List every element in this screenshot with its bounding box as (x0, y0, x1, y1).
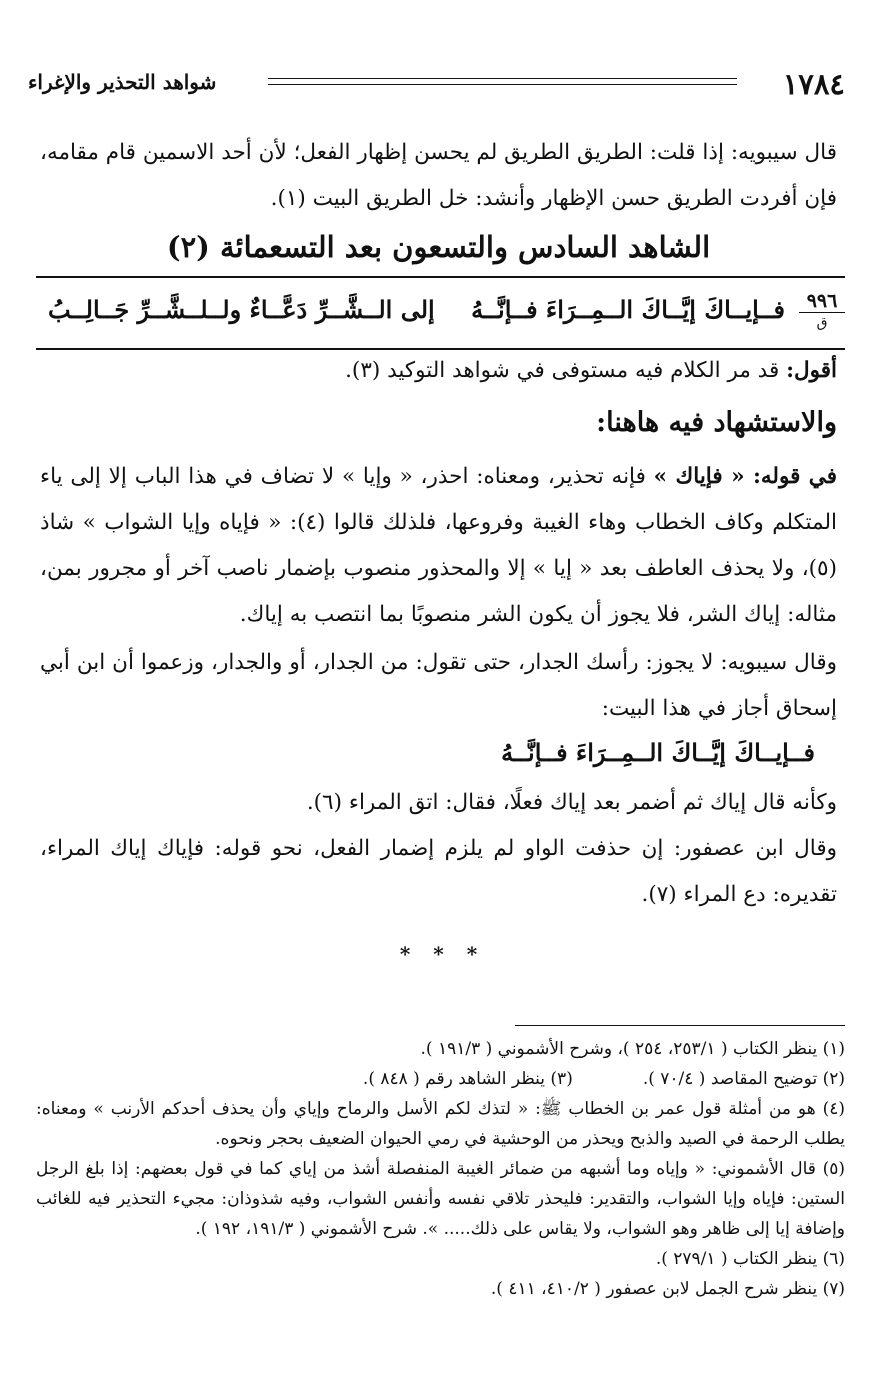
subheading-istishhad: والاستشهاد فيه هاهنا: (596, 407, 837, 438)
footnotes (36, 1034, 845, 1304)
quoted-hemistich: فــإيــاكَ إيَّــاكَ الــمِــرَاءَ فــإنَّــهُ (501, 738, 815, 767)
paragraph-aqulu (40, 348, 837, 394)
paragraph-ibn-usfur: وقال ابن عصفور: إن حذفت الواو لم يلزم إضمار الفعل، نحو قوله: فإياك إياك المراء، تقديره: دع المراء (٧). (40, 836, 837, 907)
footnote-1: (١) ينظر الكتاب ( ٢٥٣/١، ٢٥٤ )، وشرح الأشموني ( ١٩١/٣ ). (420, 1039, 845, 1059)
paragraph-sibawayh-road: قال سيبويه: إذا قلت: الطريق الطريق لم يحسن إظهار الفعل؛ لأن أحد الاسمين قام مقامه، فإن أفردت الطريق حسن الإظهار وأنشد: خل الطريق البيت (١). (40, 140, 837, 211)
footnote-pair (36, 1064, 845, 1094)
footnote-2: (٢) توضيح المقاصد ( ٧٠/٤ ). (642, 1069, 845, 1089)
footnote-7: (٧) ينظر شرح الجمل لابن عصفور ( ٤١٠/٢، ٤١١ ). (490, 1279, 845, 1299)
verse-box (36, 276, 845, 350)
paragraph-text: فإنه تحذير، ومعناه: احذر، « وإيا » لا تضاف في هذا الباب إلا إلى ياء المتكلم وكاف الخطاب وهاء الغيبة وفروعها، فلذلك قالوا (٤): « فإياه وإيا الشواب » شاذ (٥)، ولا يحذف العاطف بعد « إيا » إلا والمحذور منصوب بإضمار ناصب آخر أو مجرور بمن، مثاله: إياك الشر، فلا يجوز أن يكون الشر منصوبًا بما انتصب به إياك. (40, 464, 837, 627)
running-title: شواهد التحذير والإغراء (28, 70, 217, 94)
header-double-rule (268, 78, 737, 85)
footnote-6: (٦) ينظر الكتاب ( ٢٧٩/١ ). (655, 1249, 845, 1269)
verse-first-hemistich: فــإيــاكَ إيَّــاكَ الــمِــرَاءَ فــإنَّــهُ (471, 295, 785, 324)
page-number: ١٧٨٤ (782, 67, 845, 101)
verse-number (799, 290, 845, 333)
verse-second-hemistich: إلى الــشَّــرِّ دَعَّــاءٌ ولــلــشَّــرِّ جَــالِــبُ (48, 295, 435, 324)
paragraph-text: قد مر الكلام فيه مستوفى في شواهد التوكيد (٣). (345, 358, 787, 383)
verse-meter-mark: ق (816, 315, 828, 331)
footnote-rule (515, 1025, 845, 1026)
page-header (28, 64, 845, 104)
verse-number-value: ٩٩٦ (799, 290, 845, 313)
section-title: الشاهد السادس والتسعون بعد التسعمائة (٢) (166, 230, 711, 264)
section-separator: * * * (399, 942, 486, 966)
paragraph-sibawayh-jidar: وقال سيبويه: لا يجوز: رأسك الجدار، حتى تقول: من الجدار، أو والجدار، وزعموا أن ابن أبي إسحاق أجاز في هذا البيت: (40, 650, 837, 721)
paragraph-lead: في قوله: « فإياك » (653, 464, 837, 489)
paragraph-iyyaka (40, 454, 837, 638)
footnote-3: (٣) ينظر الشاهد رقم ( ٨٤٨ ). (362, 1069, 573, 1089)
footnote-4: (٤) هو من أمثلة قول عمر بن الخطاب ﷺ: « لتذك لكم الأسل والرماح وإياي وأن يحذف أحدكم الأرنب » ومعناه: يطلب الرحمة في الصيد والذبح ويحذر من الوحشية في رمي الحيوان الضعيف بحجر ونحوه. (36, 1099, 845, 1149)
paragraph-lead: أقول: (786, 358, 837, 383)
footnote-5: (٥) قال الأشموني: « وإياه وما أشبهه من ضمائر الغيبة المنفصلة أشذ من إياي كما في قول بعضهم: إذا بلغ الرجل الستين: فإياه وإيا الشواب، والتقدير: فليحذر تلاقي نفسه وأنفس الشواب، وفيه شذوذان: مجيء التحذير فيه للغائب وإضافة إيا إلى ظاهر وهو الشواب، ولا يقاس على ذلك..... ». شرح الأشموني ( ١٩١/٣، ١٩٢ ). (36, 1159, 845, 1239)
paragraph-ittaqi: وكأنه قال إياك ثم أضمر بعد إياك فعلًا، فقال: اتق المراء (٦). (306, 790, 837, 815)
